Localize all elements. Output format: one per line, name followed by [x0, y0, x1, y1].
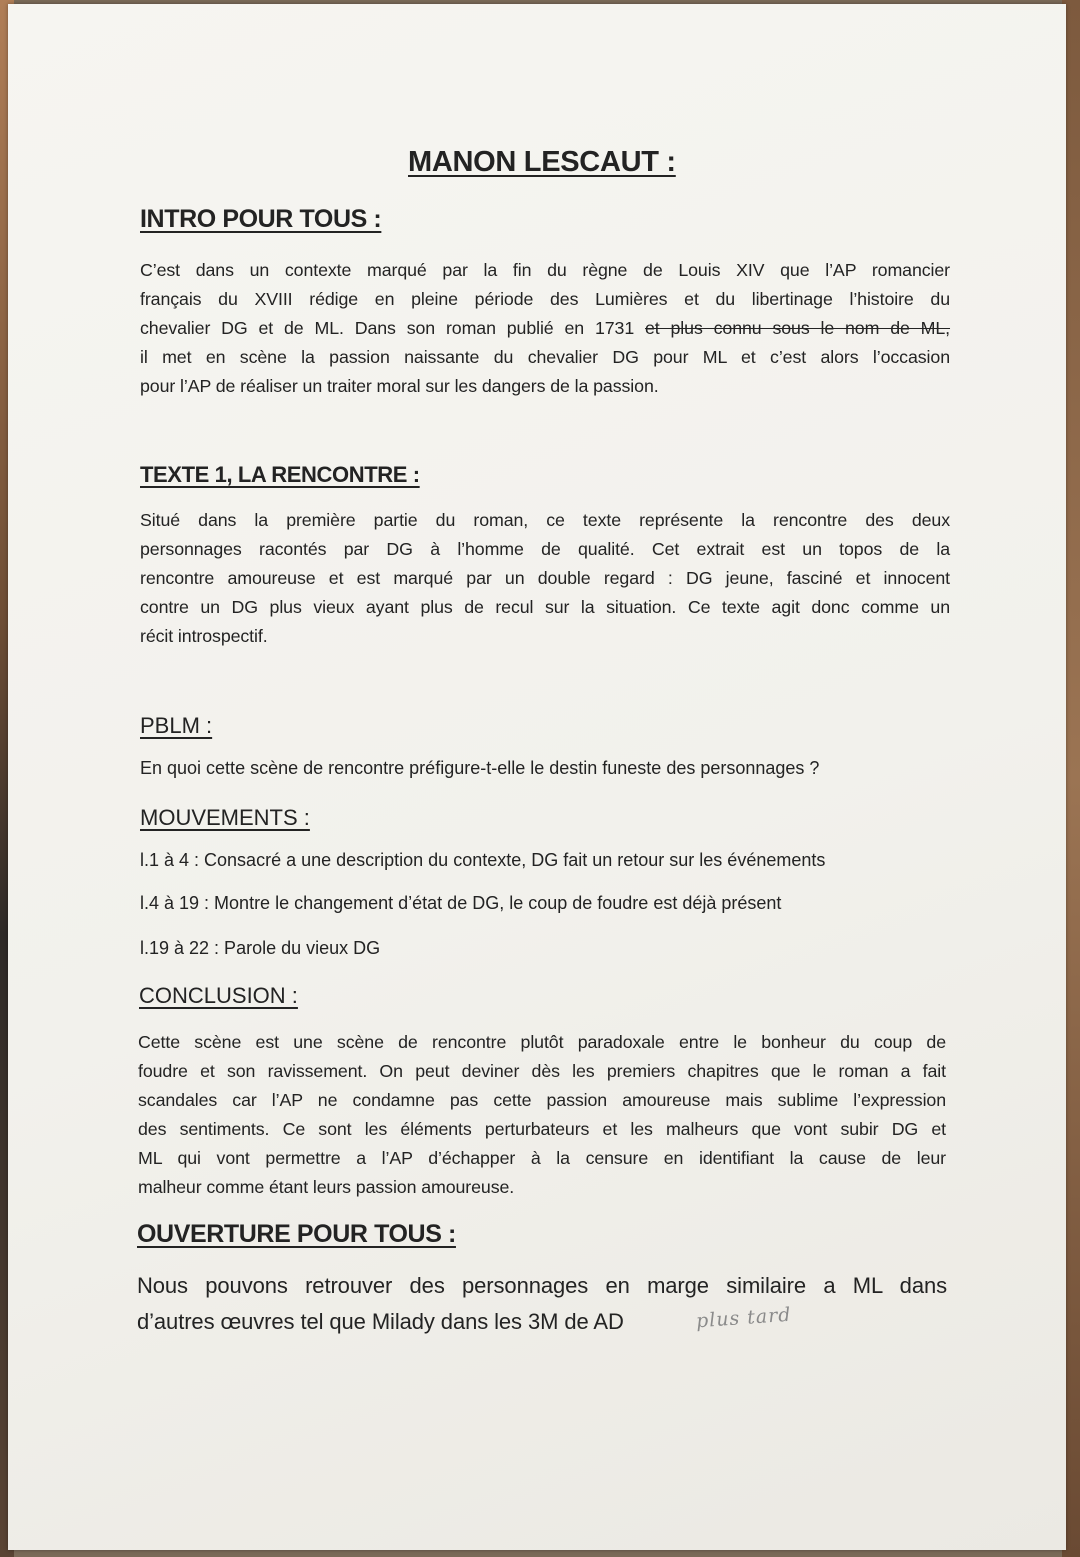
mouvements-heading: MOUVEMENTS :: [140, 805, 310, 830]
pblm-question: En quoi cette scène de rencontre préfigure-t-elle le destin funeste des personnages ?: [140, 758, 820, 778]
conclusion-line-1: Cette scène est une scène de rencontre plutôt paradoxale entre le bonheur du coup de: [138, 1032, 946, 1052]
texte1-heading: TEXTE 1, LA RENCONTRE :: [140, 462, 420, 487]
conclusion-line-5: ML qui vont permettre a l’AP d’échapper à la censure en identifiant la cause de leur: [138, 1148, 946, 1168]
texte1-line-2: personnages racontés par DG à l’homme de qualité. Cet extrait est un topos de la: [140, 539, 950, 559]
conclusion-line-3: scandales car l’AP ne condamne pas cette passion amoureuse mais sublime l’expression: [138, 1090, 946, 1110]
ouverture-heading: OUVERTURE POUR TOUS :: [137, 1220, 456, 1248]
conclusion-paragraph: [138, 1028, 946, 1202]
mouvement-item-3: l.19 à 22 : Parole du vieux DG: [140, 938, 381, 958]
pblm-heading: PBLM :: [140, 713, 213, 738]
intro-line-5: pour l’AP de réaliser un traiter moral sur les dangers de la passion.: [140, 376, 659, 396]
ouverture-line-2: d’autres œuvres tel que Milady dans les 3M de AD: [137, 1309, 624, 1334]
conclusion-line-6: malheur comme étant leurs passion amoureuse.: [138, 1177, 515, 1197]
intro-struck-text: et plus connu sous le nom de ML,: [645, 318, 951, 338]
conclusion-heading: CONCLUSION :: [139, 983, 298, 1008]
ouverture-paragraph: [137, 1268, 947, 1340]
texte1-line-5: récit introspectif.: [140, 626, 268, 646]
texte1-line-3: rencontre amoureuse et est marqué par un double regard : DG jeune, fasciné et innocent: [140, 568, 950, 588]
intro-line-3: [140, 314, 950, 343]
page-title: MANON LESCAUT :: [408, 146, 676, 178]
intro-heading: INTRO POUR TOUS :: [140, 205, 382, 233]
mouvement-item-2: l.4 à 19 : Montre le changement d’état de DG, le coup de foudre est déjà présent: [140, 893, 782, 913]
intro-line-2: français du XVIII rédige en pleine période des Lumières et du libertinage l’histoire du: [140, 289, 950, 309]
mouvement-item-1: l.1 à 4 : Consacré a une description du contexte, DG fait un retour sur les événements: [140, 850, 826, 870]
conclusion-line-4: des sentiments. Ce sont les éléments perturbateurs et les malheurs que vont subir DG et: [138, 1119, 946, 1139]
intro-line-4: il met en scène la passion naissante du chevalier DG pour ML et c’est alors l’occasion: [140, 347, 950, 367]
intro-line-1: C’est dans un contexte marqué par la fin du règne de Louis XIV que l’AP romancier: [140, 260, 950, 280]
texte1-line-4: contre un DG plus vieux ayant plus de recul sur la situation. Ce texte agit donc comme un: [140, 597, 950, 617]
texte1-paragraph: [140, 506, 950, 651]
paper-sheet: [8, 4, 1066, 1550]
intro-paragraph: [140, 256, 950, 401]
conclusion-line-2: foudre et son ravissement. On peut deviner dès les premiers chapitres que le roman a fait: [138, 1061, 946, 1081]
texte1-line-1: Situé dans la première partie du roman, ce texte représente la rencontre des deux: [140, 510, 950, 530]
ouverture-line-1: Nous pouvons retrouver des personnages en marge similaire a ML dans: [137, 1273, 947, 1298]
handwritten-note: plus tard: [695, 1303, 793, 1333]
intro-line-3-text: chevalier DG et de ML. Dans son roman publié en 1731: [140, 318, 635, 338]
